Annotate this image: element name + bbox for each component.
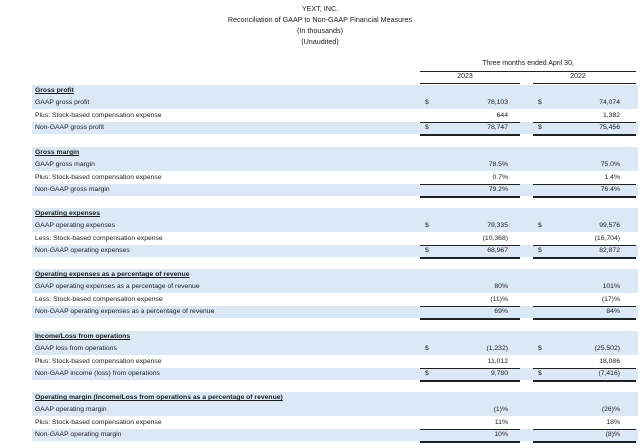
value-2022: 84% <box>606 308 620 316</box>
value-2022: 18,086 <box>599 357 620 365</box>
currency-2023: $ <box>425 99 429 107</box>
value-2023: 78,103 <box>487 99 508 107</box>
value-2022: (16,704) <box>594 234 620 242</box>
year-2023-header: 2023 <box>457 73 473 80</box>
row-label: GAAP gross profit <box>35 99 90 107</box>
total-rule <box>533 245 636 246</box>
total-double-rule <box>533 257 636 259</box>
row-label: GAAP operating margin <box>35 406 107 414</box>
report-title: Reconciliation of GAAP to Non-GAAP Financial Measures <box>227 15 413 24</box>
value-2022: (17)% <box>601 295 620 303</box>
total-double-rule <box>420 257 520 259</box>
currency-2022: $ <box>538 247 542 255</box>
row-label: GAAP gross margin <box>35 161 95 169</box>
value-2023: 10% <box>494 431 508 439</box>
row-label: Non-GAAP gross profit <box>35 124 105 132</box>
year-2023-rule <box>420 83 520 84</box>
row-label: Non-GAAP operating margin <box>35 431 122 439</box>
value-2023: 11,012 <box>487 357 508 365</box>
value-2022: (8)% <box>605 431 620 439</box>
total-rule <box>533 184 636 185</box>
total-rule <box>420 429 520 430</box>
currency-2023: $ <box>425 370 429 378</box>
table-row <box>32 404 638 416</box>
row-label: Plus: Stock-based compensation expense <box>35 357 162 365</box>
row-label: GAAP loss from operations <box>35 345 117 353</box>
currency-2022: $ <box>538 124 542 132</box>
table-row <box>32 159 638 171</box>
audit-note: (Unaudited) <box>301 37 339 46</box>
section-title-row <box>32 269 638 281</box>
table-row <box>32 343 638 355</box>
value-2023: (1)% <box>493 406 508 414</box>
period-rule <box>420 71 636 72</box>
table-row <box>32 429 638 441</box>
total-double-rule <box>533 196 636 198</box>
value-2023: 80% <box>494 283 508 291</box>
total-double-rule <box>533 441 636 443</box>
row-label: Plus: Stock-based compensation expense <box>35 173 162 181</box>
value-2022: 82,872 <box>599 247 620 255</box>
value-2022: (26)% <box>601 406 620 414</box>
row-label: Plus: Stock-based compensation expense <box>35 111 162 119</box>
currency-2023: $ <box>425 222 429 230</box>
total-rule <box>533 368 636 369</box>
value-2022: 1,382 <box>602 111 620 119</box>
total-double-rule <box>533 318 636 320</box>
total-rule <box>533 429 636 430</box>
currency-2022: $ <box>538 99 542 107</box>
row-label: Non-GAAP operating expenses <box>35 247 130 255</box>
row-label: GAAP operating expenses as a percentage of revenue <box>35 283 200 291</box>
value-2022: 101% <box>602 283 620 291</box>
section-title: Operating margin (Income/Loss from operations as a percentage of revenue) <box>35 394 283 401</box>
total-double-rule <box>420 134 520 136</box>
value-2023: 9,780 <box>490 370 508 378</box>
total-double-rule <box>420 441 520 443</box>
row-label: Plus: Stock-based compensation expense <box>35 418 162 426</box>
table-row <box>32 368 638 380</box>
section-title: Income/Loss from operations <box>35 333 131 340</box>
section-title: Operating expenses as a percentage of revenue <box>35 271 190 278</box>
section-title: Operating expenses <box>35 210 100 217</box>
year-2022-header: 2022 <box>570 73 586 80</box>
table-row <box>32 233 638 245</box>
total-rule <box>420 184 520 185</box>
section-title-row <box>32 85 638 97</box>
year-2022-rule <box>533 83 636 84</box>
value-2022: (25,502) <box>594 345 620 353</box>
currency-2022: $ <box>538 345 542 353</box>
value-2022: 1.4% <box>604 173 620 181</box>
table-row <box>32 97 638 109</box>
table-row <box>32 220 638 232</box>
value-2022: 76.4% <box>600 186 620 194</box>
currency-2022: $ <box>538 370 542 378</box>
row-label: GAAP operating expenses <box>35 222 115 230</box>
value-2022: 75,456 <box>599 124 620 132</box>
table-row <box>32 281 638 293</box>
total-rule <box>420 245 520 246</box>
value-2023: 0.7% <box>492 173 508 181</box>
total-rule <box>533 306 636 307</box>
total-double-rule <box>533 134 636 136</box>
total-double-rule <box>533 380 636 382</box>
total-double-rule <box>420 196 520 198</box>
row-label: Less: Stock-based compensation expense <box>35 234 163 242</box>
total-rule <box>533 122 636 123</box>
value-2022: 99,576 <box>599 222 620 230</box>
section-title: Gross profit <box>35 87 74 94</box>
total-rule <box>420 306 520 307</box>
total-double-rule <box>420 318 520 320</box>
row-label: Non-GAAP gross margin <box>35 186 110 194</box>
row-label: Non-GAAP income (loss) from operations <box>35 370 160 378</box>
section-title-row <box>32 147 638 159</box>
table-row <box>32 172 638 184</box>
table-row <box>32 110 638 122</box>
value-2023: 79.2% <box>488 186 508 194</box>
total-rule <box>420 368 520 369</box>
value-2023: 78.5% <box>488 161 508 169</box>
section-title-row <box>32 331 638 343</box>
table-row <box>32 184 638 196</box>
value-2023: 79,335 <box>487 222 508 230</box>
total-double-rule <box>420 380 520 382</box>
units-note: (In thousands) <box>297 26 343 35</box>
table-row <box>32 356 638 368</box>
currency-2023: $ <box>425 247 429 255</box>
value-2023: 78,747 <box>487 124 508 132</box>
row-label: Non-GAAP operating expenses as a percentage of revenue <box>35 308 215 316</box>
table-row <box>32 245 638 257</box>
value-2023: 69% <box>494 308 508 316</box>
currency-2022: $ <box>538 222 542 230</box>
currency-2023: $ <box>425 124 429 132</box>
value-2023: 68,967 <box>487 247 508 255</box>
table-row <box>32 122 638 134</box>
value-2022: 75.0% <box>600 161 620 169</box>
section-title: Gross margin <box>35 149 80 156</box>
value-2023: 11% <box>494 418 508 426</box>
table-row <box>32 306 638 318</box>
value-2022: (7,416) <box>598 370 620 378</box>
value-2022: 74,074 <box>599 99 620 107</box>
section-title-row <box>32 392 638 404</box>
value-2023: 644 <box>496 111 508 119</box>
table-row <box>32 294 638 306</box>
section-title-row <box>32 208 638 220</box>
value-2023: (10,368) <box>482 234 508 242</box>
value-2022: 18% <box>606 418 620 426</box>
total-rule <box>420 122 520 123</box>
table-row <box>32 417 638 429</box>
company-name: YEXT, INC. <box>301 4 339 13</box>
row-label: Less: Stock-based compensation expense <box>35 295 163 303</box>
currency-2023: $ <box>425 345 429 353</box>
period-header: Three months ended April 30, <box>482 60 574 67</box>
value-2023: (1,232) <box>486 345 508 353</box>
value-2023: (11)% <box>490 295 508 303</box>
